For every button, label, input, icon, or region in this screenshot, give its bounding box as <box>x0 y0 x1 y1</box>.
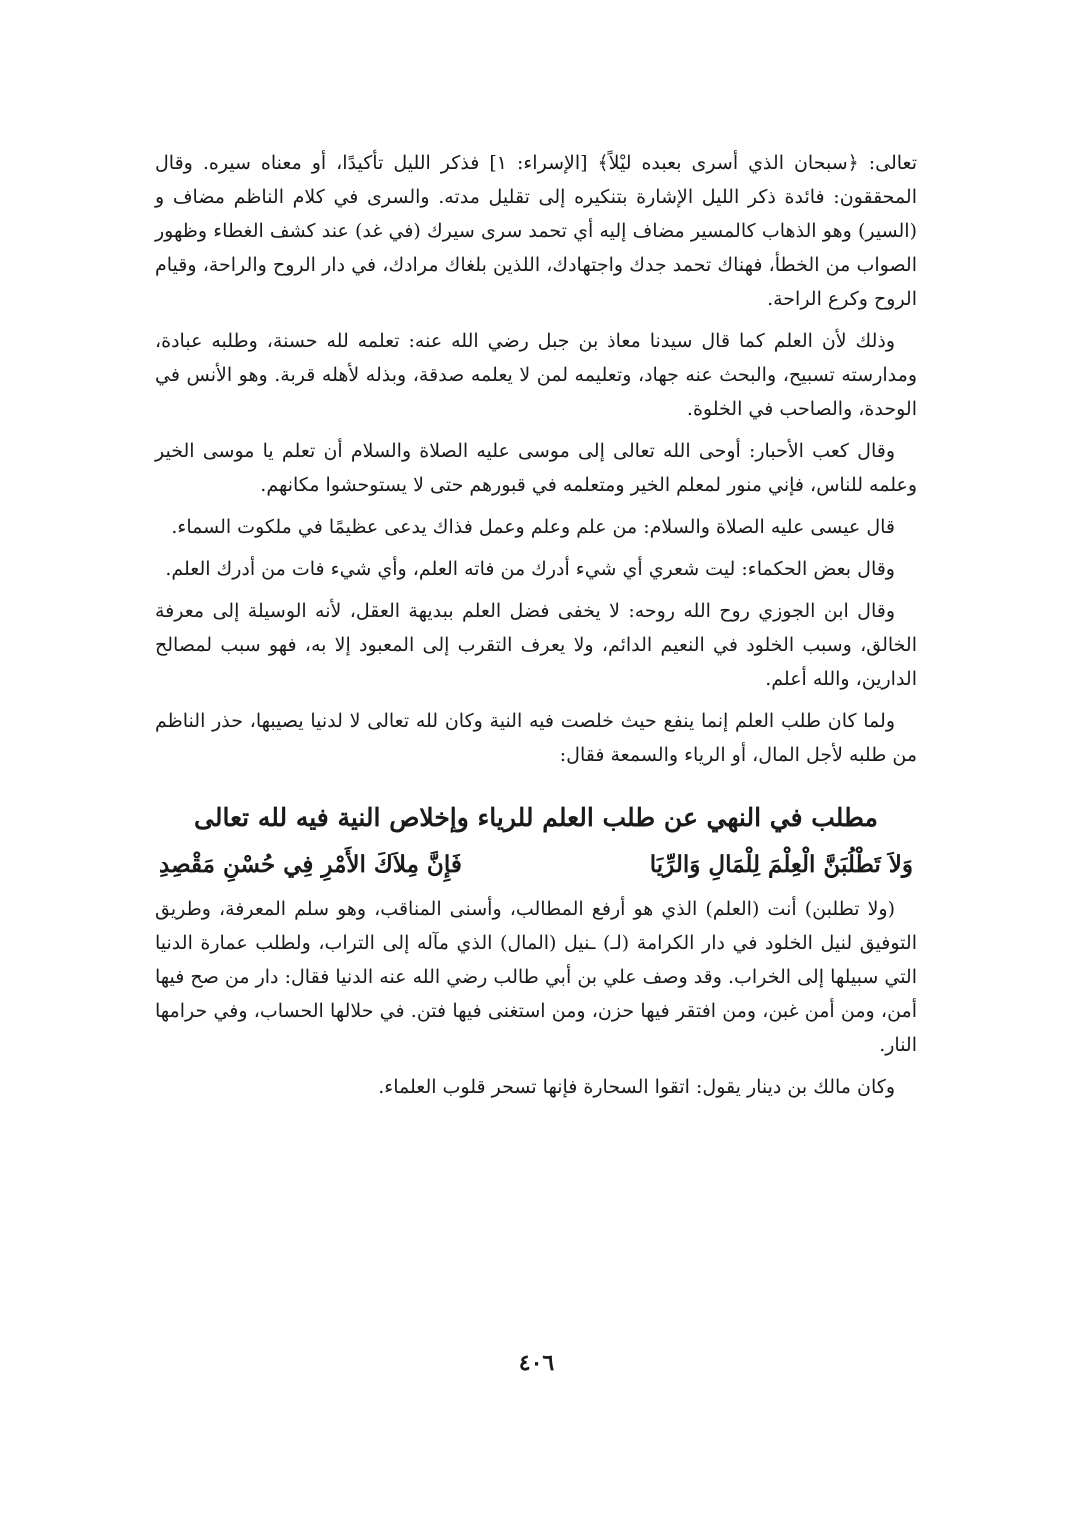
paragraph-isa: قال عيسى عليه الصلاة والسلام: من علم وعلم وعمل فذاك يدعى عظيمًا في ملكوت السماء. <box>171 516 895 538</box>
section-heading: مطلب في النهي عن طلب العلم للرياء وإخلاص النية فيه لله تعالى <box>194 803 878 832</box>
paragraph-muadh: وذلك لأن العلم كما قال سيدنا معاذ بن جبل رضي الله عنه: تعلمه لله حسنة، وطلبه عبادة، ومدارسته تسبيح، والبحث عنه جهاد، وتعليمه لمن لا يعلمه صدقة، وبذله لأهله قربة. وهو الأنس في الوحدة، والصاحب في الخلوة. <box>155 330 917 420</box>
page-number: ٤٠٦ <box>518 1350 555 1376</box>
paragraph-kaab: وقال كعب الأحبار: أوحى الله تعالى إلى موسى عليه الصلاة والسلام أن تعلم يا موسى الخير وعلمه للناس، فإني منور لمعلم الخير ومتعلمه في قبورهم حتى لا يستوحشوا مكانهم. <box>155 440 917 496</box>
paragraph-hukama: وقال بعض الحكماء: ليت شعري أي شيء أدرك من فاته العلم، وأي شيء فات من أدرك العلم. <box>165 558 895 580</box>
paragraph-malik: وكان مالك بن دينار يقول: اتقوا السحارة فإنها تسحر قلوب العلماء. <box>378 1076 895 1098</box>
page-body <box>155 146 917 1112</box>
paragraph-ibn-jawzi: وقال ابن الجوزي روح الله روحه: لا يخفى فضل العلم ببديهة العقل، لأنه الوسيلة إلى معرفة الخالق، وسبب الخلود في النعيم الدائم، ولا يعرف التقرب إلى المعبود إلا به، فهو سبب لمصالح الدارين، والله أعلم. <box>155 600 917 690</box>
verse-first-hemistich: وَلاَ تَطْلُبَنَّ الْعِلْمَ لِلْمَالِ وَالرِّيَا <box>649 851 913 878</box>
verse-second-hemistich: فَإِنَّ مِلاَكَ الأَمْرِ فِي حُسْنِ مَقْصِدِ <box>159 851 462 878</box>
poem-verse <box>159 844 913 886</box>
paragraph-transition: ولما كان طلب العلم إنما ينفع حيث خلصت فيه النية وكان لله تعالى لا لدنيا يصيبها، حذر الناظم من طلبه لأجل المال، أو الرياء والسمعة فقال: <box>155 710 917 766</box>
paragraph-intro: تعالى: ﴿سبحان الذي أسرى بعبده ليْلاً﴾ [الإسراء: ١] فذكر الليل تأكيدًا، أو معناه سيره. وقال المحققون: فائدة ذكر الليل الإشارة بتنكيره إلى تقليل مدته. والسرى في كلام الناظم مضاف و (السير) وهو الذهاب كالمسير مضاف إليه أي تحمد سرى سيرك (في غد) عند كشف الغطاء وظهور الصواب من الخطأ، فهناك تحمد جدك واجتهادك، اللذين بلغاك مرادك، في دار الروح والراحة، وقيام الروح وكرع الراحة. <box>155 152 917 310</box>
paragraph-commentary: (ولا تطلبن) أنت (العلم) الذي هو أرفع المطالب، وأسنى المناقب، وهو سلم المعرفة، وطريق التوفيق لنيل الخلود في دار الكرامة (لـ) ـنيل (المال) الذي مآله إلى التراب، ولطلب عمارة الدنيا التي سبيلها إلى الخراب. وقد وصف علي بن أبي طالب رضي الله عنه الدنيا فقال: دار من صح فيها أمن، ومن أمن غبن، ومن افتقر فيها حزن، ومن استغنى فيها فتن. في حلالها الحساب، وفي حرامها النار. <box>155 898 917 1056</box>
